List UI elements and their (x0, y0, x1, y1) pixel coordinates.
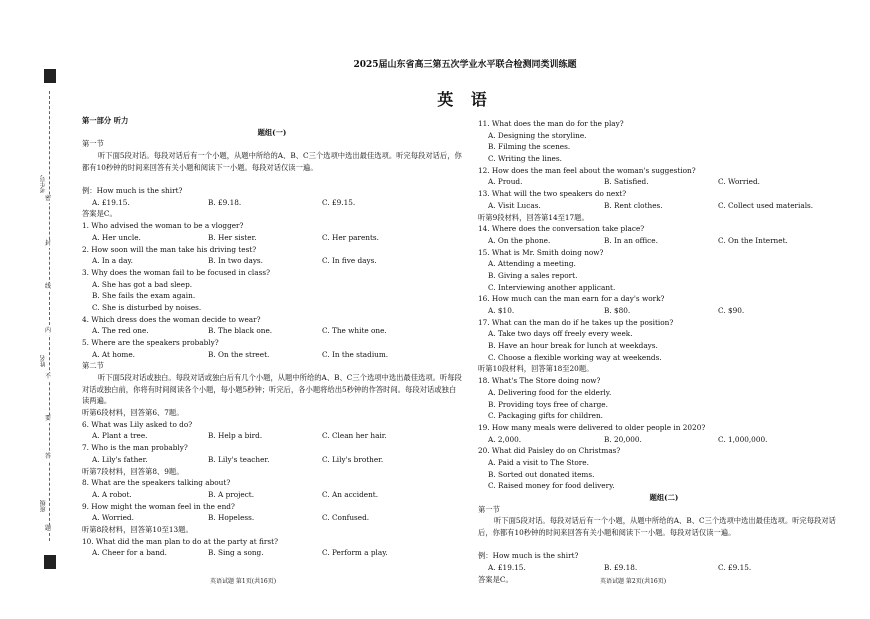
material-note: 听第7段材料，回答第8、9题。 (82, 466, 184, 476)
option-b: B. £9.18. (604, 563, 638, 573)
section-heading: 第一节 (478, 504, 500, 514)
option-c: C. Worried. (718, 177, 760, 187)
question-4-options (82, 325, 462, 337)
option-a: A. At home. (92, 349, 135, 359)
option-c: C. Lily's brother. (322, 454, 384, 464)
binding-char: 内 (45, 327, 52, 334)
option-a: A. Designing the storyline. (488, 130, 587, 140)
option-b: B. Help a bird. (208, 431, 263, 441)
right-column (478, 118, 850, 585)
question-1-options (82, 232, 462, 244)
instructions: 听下面5段对话或独白。每段对话或独白后有几个小题，从题中所给的A、B、C三个选项中选出最佳选项。听每段对话或独白前，你将有时间阅读各个小题，每小题5秒钟；听完后，各小题将给出5秒钟的作答时间。每段对话或独白读两遍。 (82, 373, 462, 406)
class-field-label: 班级 (40, 500, 47, 512)
option-c: C. Packaging gifts for children. (488, 411, 604, 421)
option-c: C. Writing the lines. (488, 154, 562, 164)
option-a: A. Paid a visit to The Store. (488, 457, 589, 467)
question-1: 1. Who advised the woman to be a vlogger? (82, 221, 244, 231)
option-a: A. Her uncle. (92, 232, 141, 242)
option-c: C. £9.15. (718, 563, 752, 573)
example-options (478, 562, 850, 574)
example-answer: 答案是C。 (478, 574, 513, 584)
option-a: A. Worried. (92, 513, 134, 523)
question-7-options (82, 454, 462, 466)
option-a: A. Delivering food for the elderly. (488, 387, 612, 397)
question-12-options (478, 176, 850, 188)
option-b: B. In an office. (604, 235, 658, 245)
section-heading: 第一节 (82, 139, 104, 149)
seal-top-stamp (44, 69, 56, 83)
option-a: A. Lily's father. (92, 454, 148, 464)
option-b: B. Have an hour break for lunch at weekdays. (488, 341, 658, 351)
name-field-label: 姓名 (40, 355, 47, 367)
material-note: 听第8段材料，回答第10至13题。 (82, 524, 193, 534)
option-b: B. Sing a song. (208, 548, 264, 558)
option-a: A. Proud. (488, 177, 523, 187)
option-a: A. Visit Lucas. (488, 200, 541, 210)
part-heading: 第一部分 听力 (82, 116, 129, 125)
binding-char: 要 (45, 415, 52, 422)
option-b: B. Giving a sales report. (488, 270, 578, 280)
question-20: 20. What did Paisley do on Christmas? (478, 446, 621, 456)
option-c: C. On the Internet. (718, 235, 788, 245)
question-8: 8. What are the speakers talking about? (82, 478, 231, 488)
page-footer-left: 英语试题 第1页(共16页) (210, 578, 277, 585)
option-b: B. Providing toys free of charge. (488, 399, 608, 409)
question-14-options (478, 235, 850, 247)
section-heading: 第二节 (82, 361, 104, 371)
option-b: B. In two days. (208, 256, 264, 266)
option-c: C. Choose a flexible working way at weekends. (488, 352, 662, 362)
question-13: 13. What will the two speakers do next? (478, 189, 627, 199)
option-b: B. Her sister. (208, 232, 257, 242)
option-b: B. On the street. (208, 349, 270, 359)
option-c: C. Clean her hair. (322, 431, 387, 441)
question-12: 12. How does the man feel about the woman's suggestion? (478, 165, 696, 175)
question-6-options (82, 430, 462, 442)
option-c: C. The white one. (322, 326, 387, 336)
instructions: 听下面5段对话。每段对话后有一个小题，从题中所给的A、B、C三个选项中选出最佳选项。听完每段对话后，你都有10秒钟的时间来回答有关小题和阅读下一小题。每段对话仅读一遍。 (478, 516, 836, 538)
option-c: C. In five days. (322, 256, 377, 266)
option-b: B. The black one. (208, 326, 273, 336)
question-10: 10. What did the man plan to do at the party at first? (82, 536, 278, 546)
option-c: C. $90. (718, 306, 745, 315)
question-5: 5. Where are the speakers probably? (82, 338, 219, 347)
option-b: B. Rent clothes. (604, 200, 663, 210)
option-b: B. Satisfied. (604, 177, 649, 187)
option-b: B. Lily's teacher. (208, 454, 270, 464)
question-2-options (82, 255, 462, 267)
option-c: C. In the stadium. (322, 349, 389, 359)
group-heading: 题组(一) (257, 127, 287, 137)
option-a: A. Attending a meeting. (488, 259, 576, 269)
exam-title: 2025届山东省高三第五次学业水平联合检测同类训练题 (353, 60, 577, 70)
option-b: B. £9.18. (208, 197, 242, 207)
option-c: C. An accident. (322, 489, 379, 499)
option-a: A. Plant a tree. (92, 431, 148, 441)
example-options (82, 197, 462, 209)
option-a: A. She has got a bad sleep. (92, 279, 193, 289)
option-b: B. $80. (604, 306, 631, 315)
option-b: B. Filming the scenes. (488, 142, 571, 152)
binding-char: 封 (45, 240, 52, 247)
question-9-options (82, 512, 462, 524)
material-note: 听第9段材料，回答第14至17题。 (478, 212, 589, 222)
option-c: C. 1,000,000. (718, 434, 768, 444)
binding-char: 密 (45, 195, 52, 202)
question-15: 15. What is Mr. Smith doing now? (478, 247, 604, 257)
option-a: A. The red one. (92, 326, 149, 336)
question-10-options (82, 547, 462, 559)
option-c: C. Confused. (322, 513, 370, 523)
question-2: 2. How soon will the man take his driving test? (82, 244, 257, 254)
option-b: B. Sorted out donated items. (488, 469, 595, 479)
example-question: 例：How much is the shirt? (82, 186, 183, 196)
option-c: C. Her parents. (322, 232, 379, 242)
option-a: A. £19.15. (488, 563, 526, 573)
instructions: 听下面5段对话。每段对话后有一个小题，从题中所给的A、B、C三个选项中选出最佳选项。听完每段对话后，你都有10秒钟的时间来回答有关小题和阅读下一小题。每段对话仅读一遍。 (82, 151, 462, 172)
option-c: C. She is disturbed by noises. (92, 302, 202, 312)
group-heading: 题组(二) (649, 493, 679, 502)
option-b: B. Hopeless. (208, 513, 255, 523)
option-a: A. On the phone. (488, 235, 551, 245)
binding-strip (36, 55, 62, 595)
option-c: C. Collect used materials. (718, 200, 814, 210)
page-footer-right: 英语试题 第2页(共16页) (600, 578, 667, 585)
option-b: B. A project. (208, 489, 255, 499)
option-b: B. She fails the exam again. (92, 291, 196, 301)
question-5-options (82, 349, 462, 361)
question-13-options (478, 200, 850, 212)
binding-char: 线 (45, 283, 52, 290)
question-9: 9. How might the woman feel in the end? (82, 501, 235, 511)
option-a: A. £19.15. (92, 197, 130, 207)
left-column (82, 115, 462, 559)
option-c: C. £9.15. (322, 197, 356, 207)
question-17: 17. What can the man do if he takes up the position? (478, 317, 674, 327)
exam-number-field-label: 考生号 (40, 175, 47, 193)
option-c: C. Interviewing another applicant. (488, 282, 616, 292)
option-a: A. A robot. (92, 489, 132, 499)
option-c: C. Perform a play. (322, 548, 388, 558)
example-question: 例：How much is the shirt? (478, 551, 579, 561)
option-b: B. 20,000. (604, 434, 642, 444)
question-3: 3. Why does the woman fail to be focused in class? (82, 267, 271, 277)
question-4: 4. Which dress does the woman decide to wear? (82, 314, 261, 324)
binding-dashed-line (49, 91, 50, 541)
option-a: A. Cheer for a band. (92, 548, 167, 558)
question-16: 16. How much can the man earn for a day's work? (478, 294, 665, 304)
subject-title: 英 语 (437, 90, 493, 109)
question-11: 11. What does the man do for the play? (478, 119, 624, 128)
seal-bottom-stamp (44, 555, 56, 569)
option-a: A. In a day. (92, 256, 133, 266)
option-a: A. $10. (488, 306, 515, 315)
option-a: A. 2,000. (488, 434, 522, 444)
option-a: A. Take two days off freely every week. (488, 329, 633, 339)
material-note: 听第6段材料，回答第6、7题。 (82, 408, 184, 418)
question-8-options (82, 489, 462, 501)
question-16-options (478, 305, 850, 317)
binding-char: 答 (45, 453, 52, 460)
option-c: C. Raised money for food delivery. (488, 481, 615, 491)
question-6: 6. What was Lily asked to do? (82, 419, 193, 429)
binding-char: 题 (45, 525, 52, 532)
material-note: 听第10段材料，回答第18至20题。 (478, 364, 594, 374)
binding-char: 不 (45, 373, 52, 380)
example-answer: 答案是C。 (82, 209, 117, 219)
question-19: 19. How many meals were delivered to older people in 2020? (478, 422, 706, 432)
question-19-options (478, 434, 850, 446)
question-7: 7. Who is the man probably? (82, 443, 188, 453)
question-14: 14. Where does the conversation take place? (478, 224, 645, 234)
question-18: 18. What's The Store doing now? (478, 376, 601, 386)
